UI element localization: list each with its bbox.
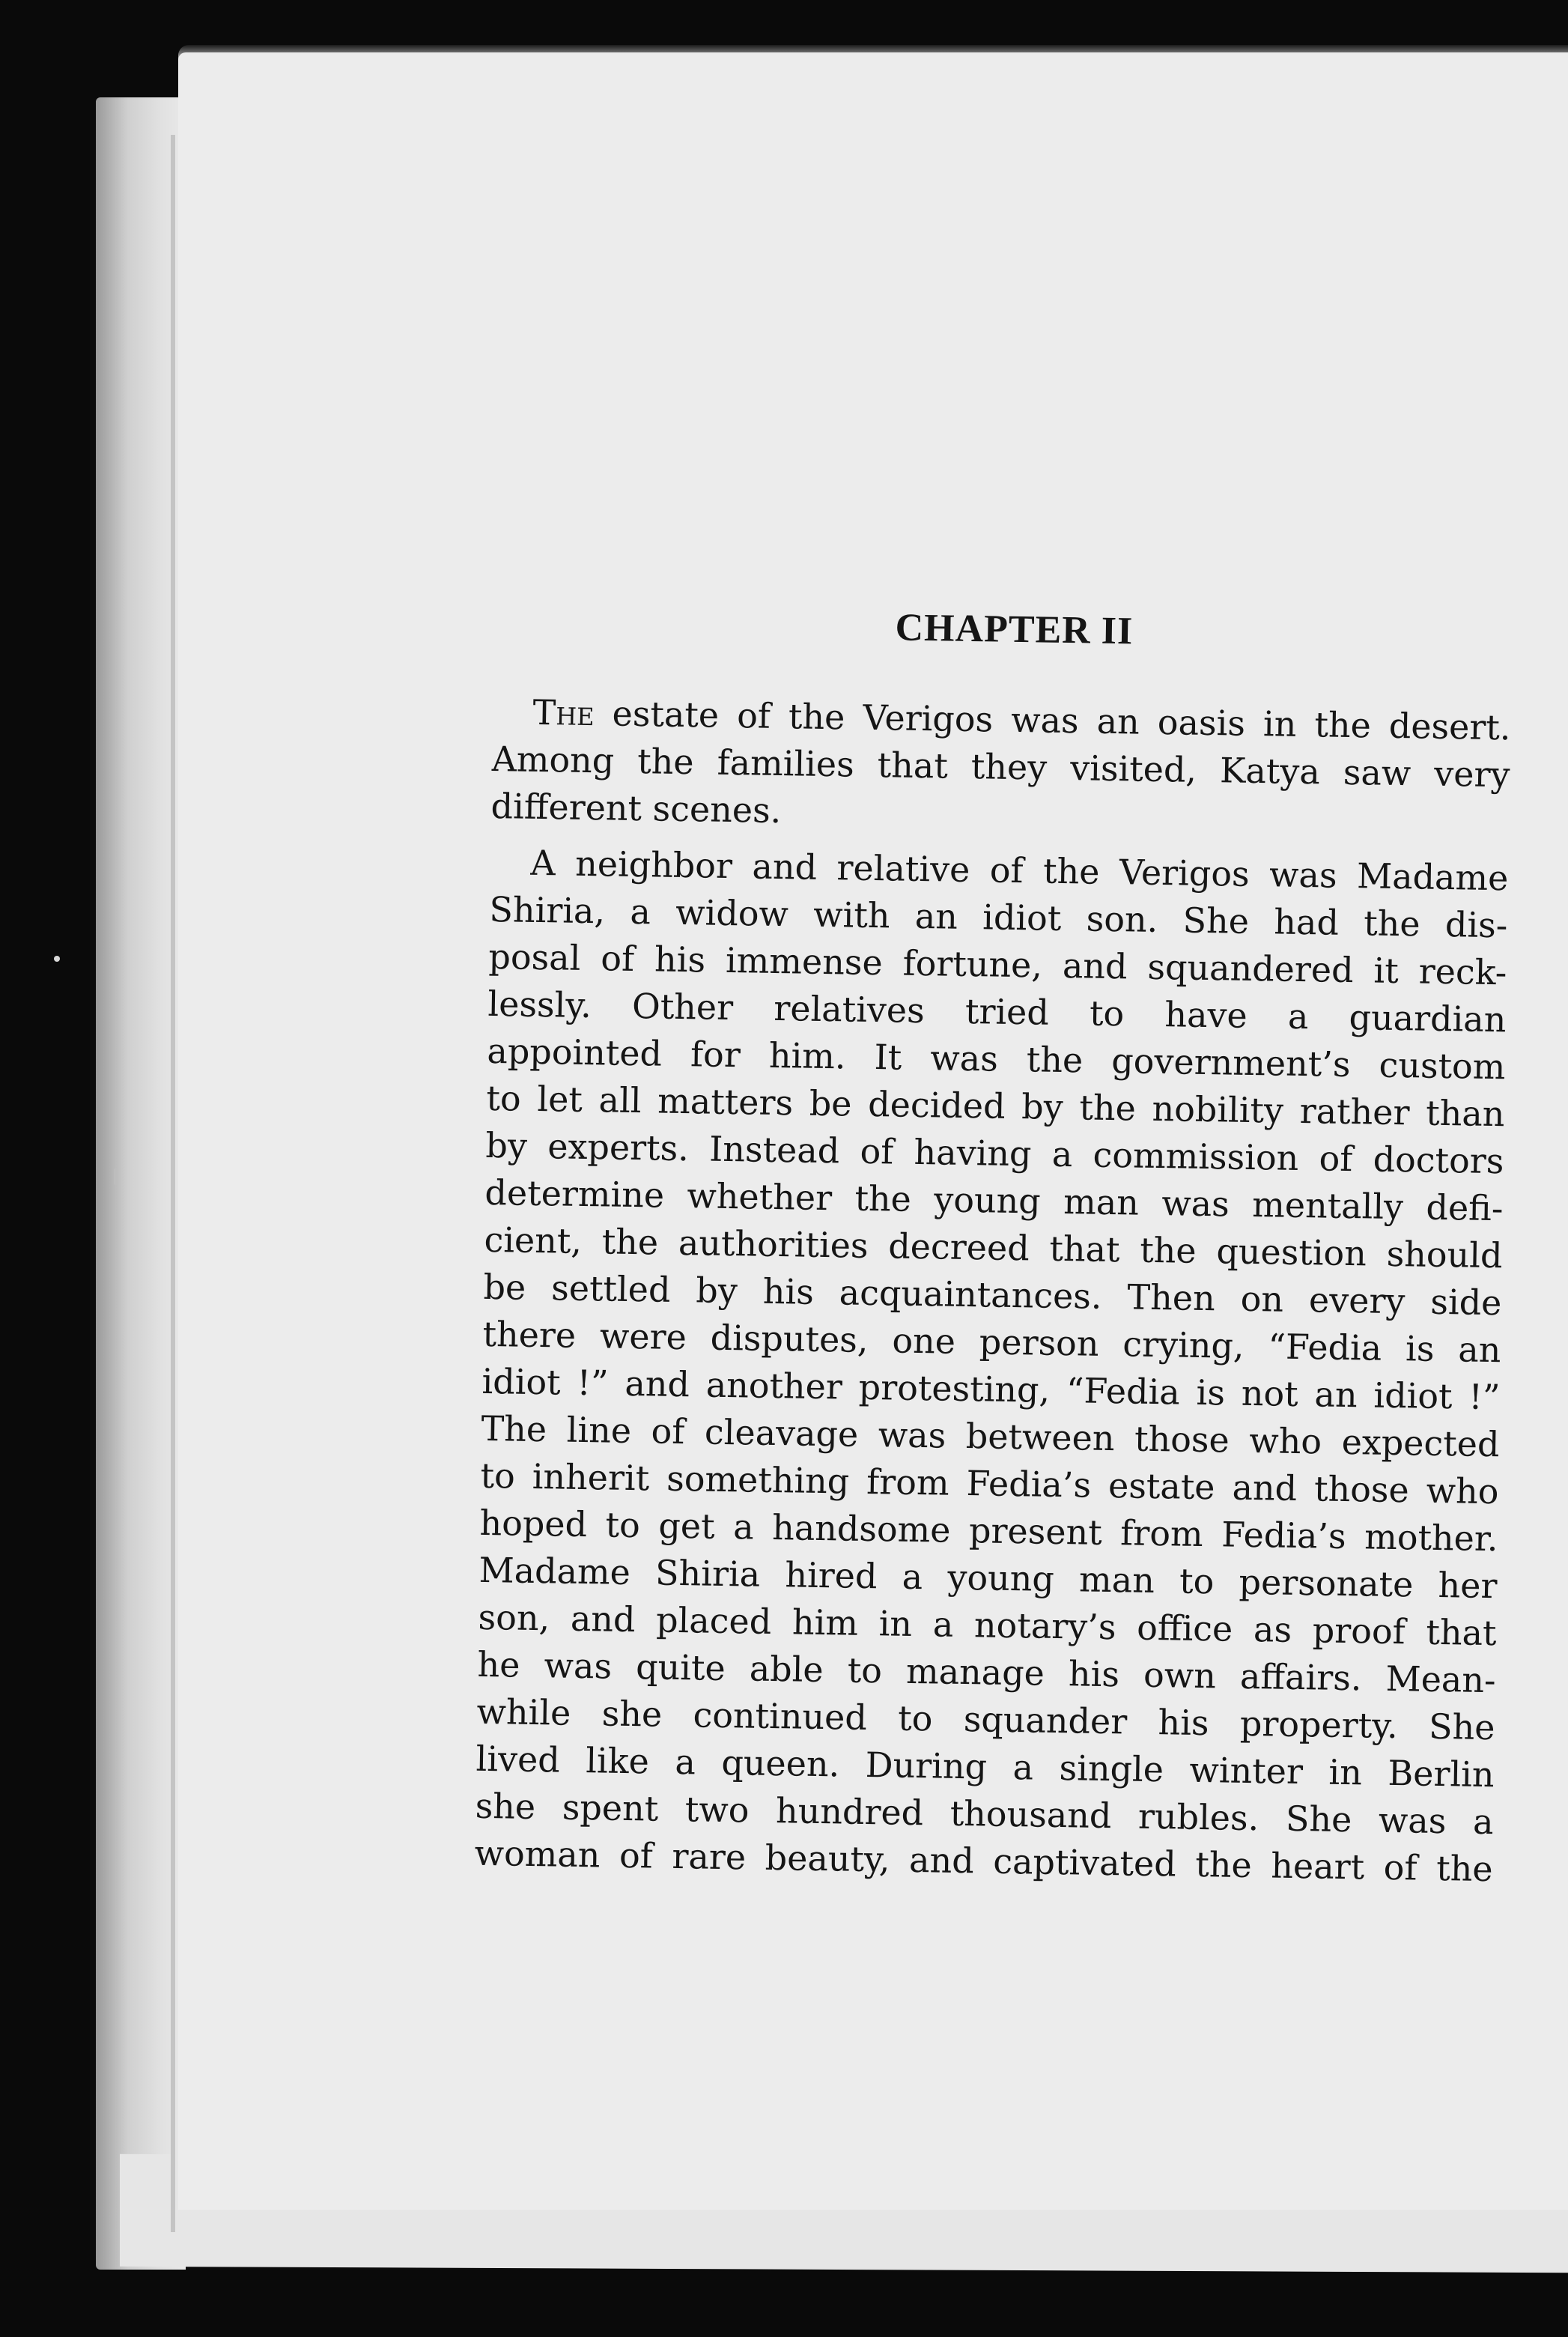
lead-word: The bbox=[532, 691, 595, 734]
dust-speck bbox=[54, 956, 60, 962]
text-line: Shiria, a widow with an idiot son. She had the dis- bbox=[489, 888, 1508, 946]
text-line: idiot !” and another protesting, “Fedia is not an idiot !” bbox=[481, 1360, 1501, 1418]
text-line: while she continued to squander his property. She bbox=[476, 1691, 1495, 1748]
text-line: by experts. Instead of having a commission of doctors bbox=[485, 1124, 1504, 1182]
text-line: there were disputes, one person crying, “Fedia is an bbox=[482, 1313, 1501, 1371]
dust-speck bbox=[114, 1168, 118, 1185]
text-line: son, and placed him in a notary’s office as proof that bbox=[478, 1596, 1497, 1654]
text-line: she spent two hundred thousand rubles. She was a bbox=[475, 1785, 1494, 1843]
text-line: Madame Shiria hired a young man to personate her bbox=[478, 1549, 1498, 1607]
text-line: woman of rare beauty, and captivated the heart of the bbox=[474, 1832, 1493, 1890]
text-line: cient, the authorities decreed that the question should bbox=[484, 1219, 1503, 1276]
text-line: The line of cleavage was between those who expected bbox=[481, 1407, 1500, 1465]
text-line: to inherit something from Fedia’s estate and those who bbox=[480, 1455, 1499, 1512]
line-text: estate of the Verigos was an oasis in the desert. bbox=[594, 693, 1511, 748]
text-line: A neighbor and relative of the Verigos was Madame bbox=[530, 842, 1509, 899]
paragraph-1 bbox=[490, 688, 1511, 846]
text-line: determine whether the young man was mentally defi- bbox=[484, 1171, 1504, 1229]
text-line: to let all matters be decided by the nobility rather than bbox=[486, 1077, 1505, 1135]
text-line: lessly. Other relatives tried to have a guardian bbox=[487, 983, 1507, 1040]
chapter-title: CHAPTER II bbox=[895, 606, 1134, 653]
binding-gutter bbox=[171, 135, 175, 2232]
text-line: he was quite able to manage his own affairs. Mean- bbox=[477, 1643, 1496, 1701]
text-line: lived like a queen. During a single winter in Berlin bbox=[475, 1738, 1495, 1795]
text-line: Among the families that they visited, Katya saw very bbox=[491, 738, 1510, 795]
text-line: be settled by his acquaintances. Then on every side bbox=[483, 1266, 1502, 1324]
paragraph-2 bbox=[474, 839, 1509, 1893]
text-line: hoped to get a handsome present from Fedia’s mother. bbox=[479, 1502, 1498, 1559]
page-text bbox=[474, 599, 1513, 1902]
text-line: posal of his immense fortune, and squandered it reck- bbox=[488, 936, 1507, 993]
text-line: different scenes. bbox=[490, 785, 782, 831]
text-line: appointed for him. It was the government’s custom bbox=[487, 1030, 1506, 1088]
